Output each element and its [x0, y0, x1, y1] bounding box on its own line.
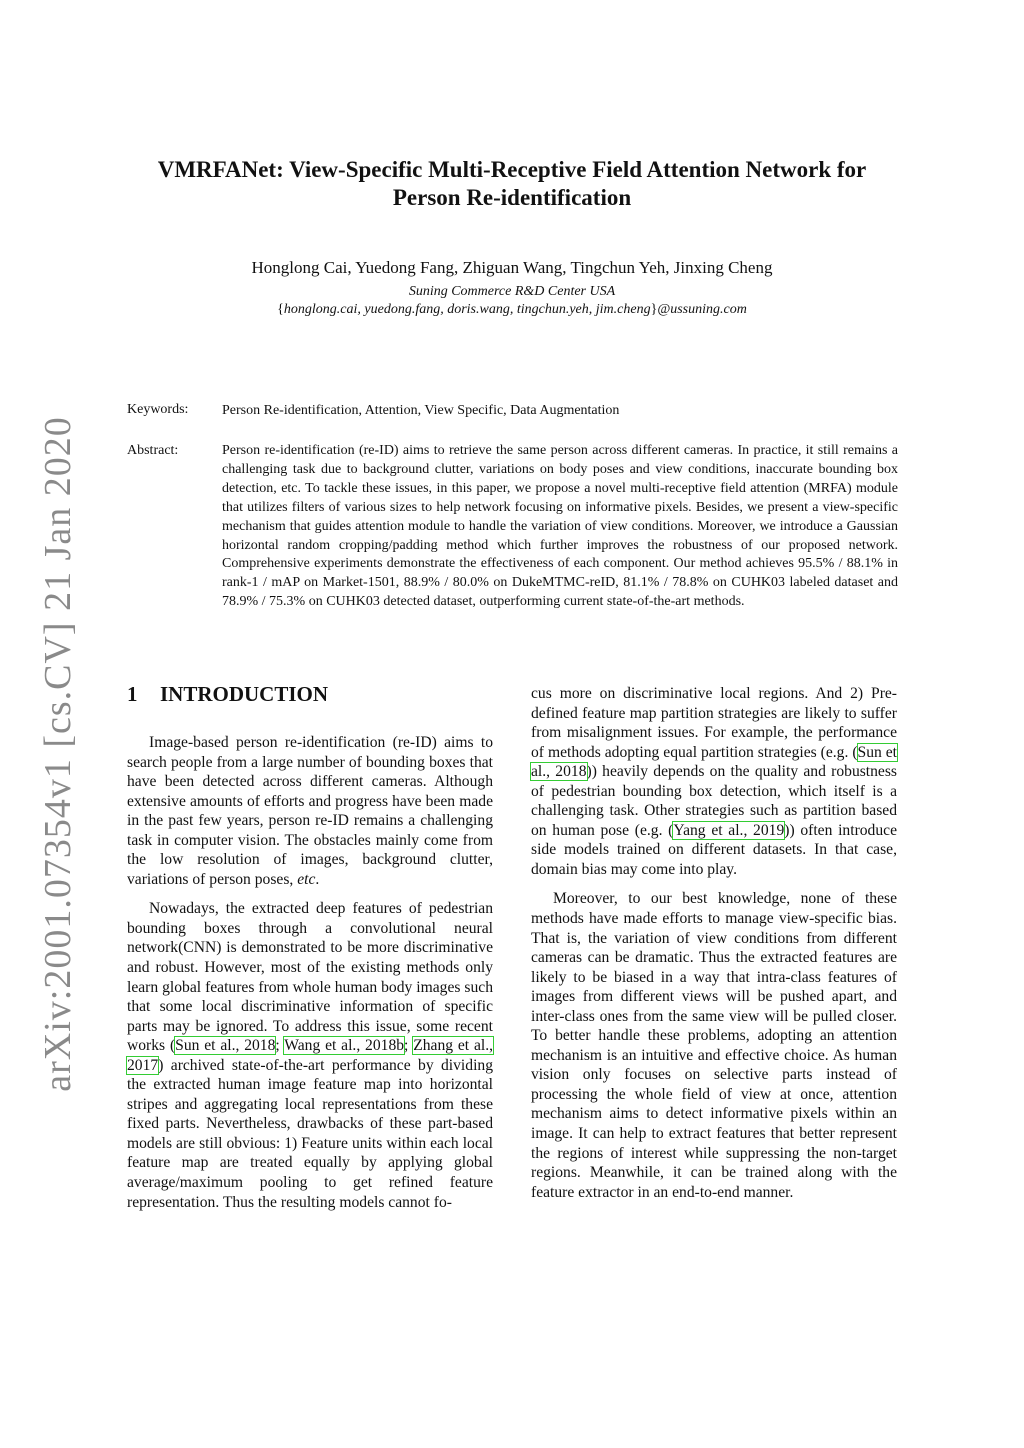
title-line-1: VMRFANet: View-Specific Multi-Receptive Field Attention Network for	[157, 157, 867, 182]
intro-paragraph-3: Moreover, to our best knowledge, none of these methods have made efforts to manage view-specific bias. That is, the variation of view conditions from different cameras can be dramatic. Thus the extracted features are likely to be biased in a way that intra-class features of images from different views will be pushed apart, and inter-class ones from the same view will be pulled closer. To better handle these problems, adopting an attention mechanism is an intuitive and effective choice. As human vision only focuses on selective parts instead of processing the whole field of view at once, attention mechanism aims to detect informative pixels within an image. It can help to extract features that better represent the regions of interest while suppressing the non-target regions. Meanwhile, it can be trained along with the feature extractor in an end-to-end manner.	[531, 890, 897, 1201]
abstract-text: Person re-identification (re-ID) aims to retrieve the same person across different cameras. In practice, it still remains a challenging task due to background clutter, variations on body poses and view conditions, inaccurate bounding box detection, etc. To tackle these issues, in this paper, we propose a novel multi-receptive field attention (MRFA) module that utilizes filters of various sizes to help network focusing on informative pixels. Besides, we present a view-specific mechanism that guides attention module to handle the variation of view conditions. Moreover, we introduce a Gaussian horizontal random cropping/padding method which further improves the robustness of our proposed network. Comprehensive experiments demonstrate the effectiveness of each component. Our method achieves 95.5% / 88.1% in rank-1 / mAP on Market-1501, 88.9% / 80.0% on DukeMTMC-reID, 81.1% / 78.8% on CUHK03 labeled dataset and 78.9% / 75.3% on CUHK03 detected dataset, outperforming current state-of-the-art methods.	[222, 443, 898, 610]
arxiv-stamp: arXiv:2001.07354v1 [cs.CV] 21 Jan 2020	[37, 416, 79, 1092]
keywords-label: Keywords:	[127, 402, 189, 417]
email-domain: @ussuning.com	[657, 302, 747, 317]
right-column	[531, 684, 897, 1202]
section-number: 1	[127, 682, 138, 706]
citation-separator: ;	[404, 1037, 414, 1055]
author-list: Honglong Cai, Yuedong Fang, Zhiguan Wang, Tingchun Yeh, Jinxing Cheng	[251, 258, 773, 277]
paragraph-text: )) often introduce side models trained on different datasets. In that case, domain bias may come into play.	[531, 821, 897, 878]
citation-link-sun-2018-b[interactable]: Sun et al., 2018	[531, 743, 897, 781]
citation-link-wang-2018b[interactable]: Wang et al., 2018b	[284, 1037, 405, 1055]
paragraph-text: ) archived state-of-the-art performance by dividing the extracted human image feature map into horizontal stripes and aggregating local representations from these fixed parts. Nevertheless, drawbacks of these part-based models are still obvious: 1) Feature units within each local feature map are treated equally by applying global average/maximum pooling to get refined feature representation. Thus the resulting models cannot fo-	[127, 1056, 493, 1211]
section-heading	[127, 682, 493, 706]
affiliation: Suning Commerce R&D Center USA	[408, 284, 616, 299]
paragraph-text: )) heavily depends on the quality and robustness of pedestrian bounding box detection, which itself is a challenging task. Other strategies such as partition based on human pose (e.g. (	[531, 763, 897, 839]
section-title: INTRODUCTION	[160, 682, 329, 706]
keywords-text: Person Re-identification, Attention, View Specific, Data Augmentation	[222, 403, 620, 418]
intro-paragraph-continued	[531, 684, 897, 879]
paragraph-text: cus more on discriminative local regions. And 2) Pre-defined feature map partition strategies are likely to suffer from misalignment issues. For example, the performance of methods adopting equal partition strategies (e.g. (	[531, 685, 897, 761]
citation-link-sun-2018[interactable]: Sun et al., 2018	[175, 1037, 276, 1055]
left-column	[127, 682, 493, 1212]
paragraph-text: .	[315, 870, 320, 888]
etc-italic: etc	[297, 870, 316, 888]
citation-link-zhang-2017[interactable]: Zhang et al., 2017	[127, 1037, 494, 1074]
intro-paragraph-1	[127, 733, 493, 889]
title-line-2: Person Re-identification	[392, 185, 632, 210]
paragraph-text: Image-based person re-identification (re-ID) aims to search people from a large number of bounding boxes that have been detected across different cameras. Although extensive amounts of efforts and progress have been made in the past few years, person re-ID remains a challenging task in computer vision. The obstacles mainly come from the low resolution of images, background clutter, variations of person poses,	[127, 734, 493, 888]
abstract-label: Abstract:	[127, 443, 179, 458]
author-emails: {honglong.cai, yuedong.fang, doris.wang, tingchun.yeh, jim.cheng}@ussuning.com	[277, 302, 747, 317]
intro-paragraph-2	[127, 899, 493, 1212]
paper-title	[100, 156, 924, 212]
email-names: honglong.cai, yuedong.fang, doris.wang, tingchun.yeh, jim.cheng	[283, 302, 651, 317]
paragraph-text: Nowadays, the extracted deep features of pedestrian bounding boxes through a convolutional neural network(CNN) is demonstrated to be more discriminative and robust. However, most of the existing methods only learn global features from whole human body images such that some local discriminative information of specific parts may be ignored. To address this issue, some recent works (	[127, 900, 493, 1055]
citation-separator: ;	[275, 1037, 285, 1055]
citation-link-yang-2019[interactable]: Yang et al., 2019	[673, 821, 785, 839]
